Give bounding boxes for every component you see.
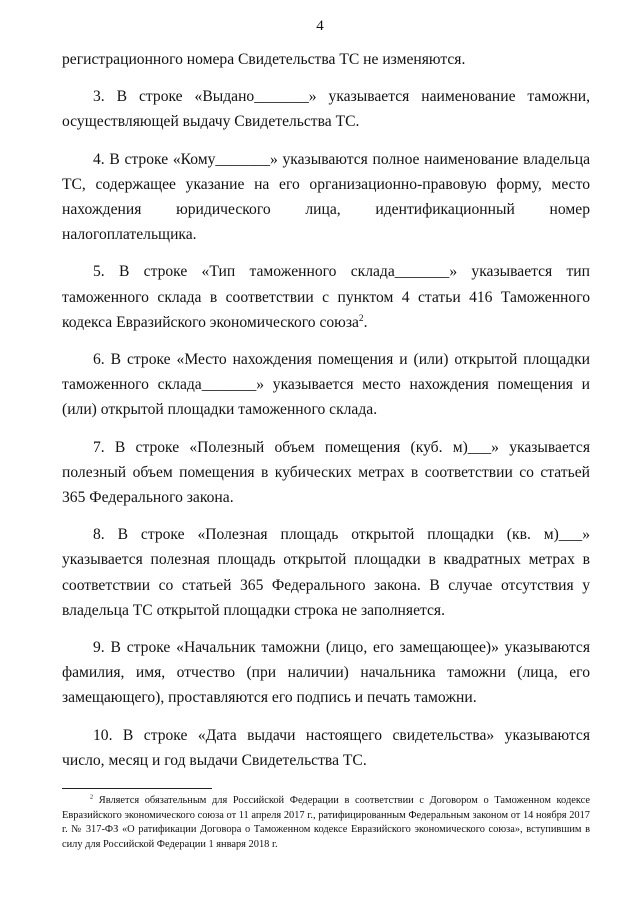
paragraph-item-7: 7. В строке «Полезный объем помещения (куб. м)___» указывается полезный объем помещения в кубических метрах в соответствии со статьей 365 Федерального закона. — [62, 438, 590, 507]
paragraph-item-5-end: . — [363, 313, 368, 331]
footnote-text: Является обязательным для Российской Федерации в соответствии с Договором о Таможенном кодексе Евразийского экономического союза от 11 апреля 2017 г., ратифицированным Федеральным законом от 14 ноября 2017 г. № 317-ФЗ «О ратификации Договора о Таможенном кодексе Евразийского экономического союза», вступившим в силу для Российской Федерации 1 января 2018 г. — [62, 795, 590, 850]
page-number: 4 — [316, 18, 324, 34]
footnote-marker: 2 — [90, 793, 94, 801]
paragraph-item-9: 9. В строке «Начальник таможни (лицо, его замещающее)» указываются фамилия, имя, отчество (при наличии) начальника таможни (лица, его замещающего), проставляются его подпись и печать таможни. — [62, 639, 590, 707]
paragraph-item-5-text: 5. В строке «Тип таможенного склада_______» указывается тип таможенного склада в соответствии с пунктом 4 статьи 416 Таможенного кодекса Евразийского экономического союза — [62, 263, 590, 331]
document-body — [62, 47, 590, 785]
paragraph-item-6: 6. В строке «Место нахождения помещения и (или) открытой площадки таможенного склада_______» указывается место нахождения помещения и (или) открытой площадки таможенного склада. — [62, 351, 590, 419]
footnote — [62, 794, 590, 852]
paragraph-item-5 — [62, 259, 590, 335]
footnote-reference: 2 — [358, 313, 364, 324]
paragraph-item-10: 10. В строке «Дата выдачи настоящего свидетельства» указываются число, месяц и год выдачи Свидетельства ТС. — [62, 726, 590, 769]
paragraph-continuation: регистрационного номера Свидетельства ТС не изменяются. — [62, 51, 466, 68]
paragraph-item-3: 3. В строке «Выдано_______» указывается наименование таможни, осуществляющей выдачу Свидетельства ТС. — [62, 88, 590, 131]
paragraph-item-8: 8. В строке «Полезная площадь открытой площадки (кв. м)___» указывается полезная площадь открытой площадки в квадратных метрах в соответствии со статьей 365 Федерального закона. В случае отсутствия у владельца ТС открытой площадки строка не заполняется. — [62, 526, 590, 619]
paragraph-item-4: 4. В строке «Кому_______» указываются полное наименование владельца ТС, содержащее указание на его организационно-правовую форму, место нахождения юридического лица, идентификационный номер налогоплательщика. — [62, 150, 590, 244]
footnote-divider — [62, 788, 212, 789]
